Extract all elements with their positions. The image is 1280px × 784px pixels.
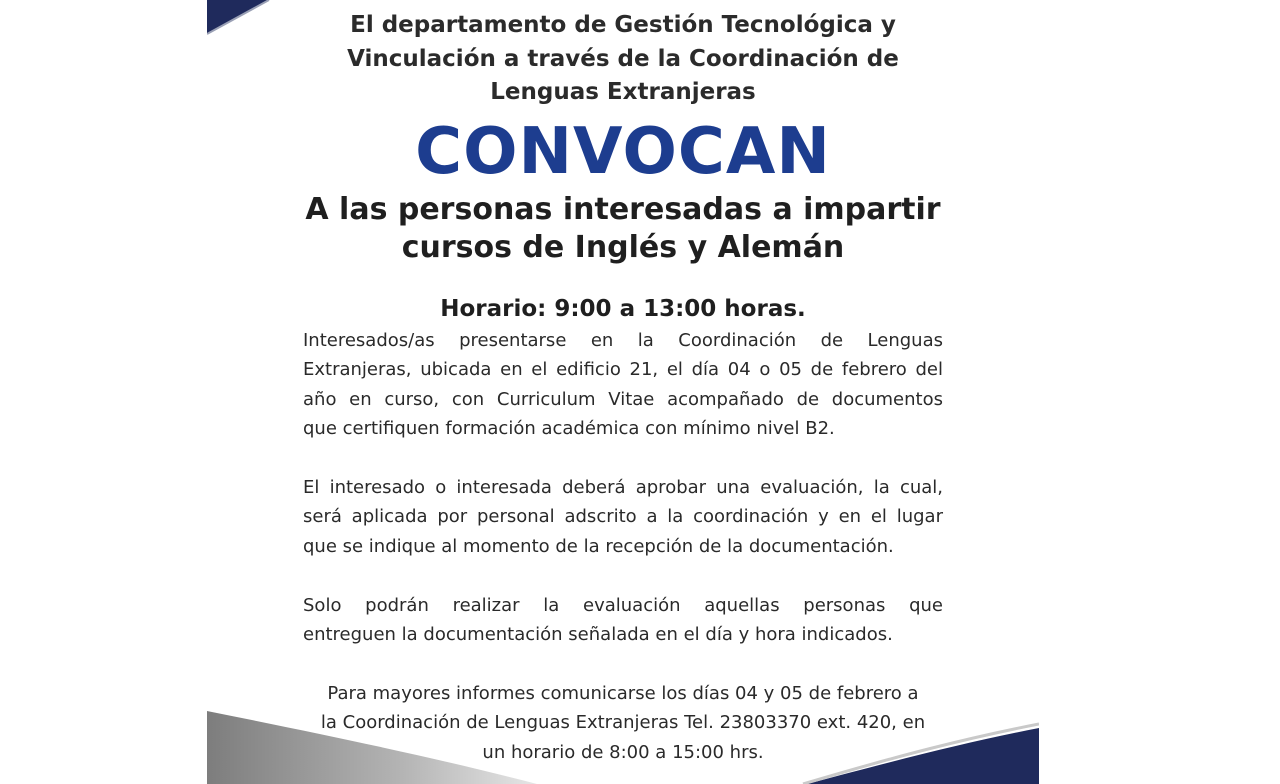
paragraph-line: Interesados/as presentarse en la Coordinación de Lenguas xyxy=(303,330,943,351)
organizer-line-2: Vinculación a través de la Coordinación de xyxy=(347,45,899,72)
main-title: CONVOCAN xyxy=(415,115,831,189)
paragraph-contact-info xyxy=(303,679,943,767)
subtitle xyxy=(207,191,1039,267)
subtitle-line-2: cursos de Inglés y Alemán xyxy=(401,230,845,265)
paragraph-line: entreguen la documentación señalada en el día y hora indicados. xyxy=(303,624,893,646)
paragraph-line: que se indique al momento de la recepción de la documentación. xyxy=(303,535,894,557)
organizer-line-3: Lenguas Extranjeras xyxy=(490,79,756,105)
paragraph-line: un horario de 8:00 a 15:00 hrs. xyxy=(482,741,764,763)
organizer-heading xyxy=(207,9,1039,110)
paragraph-requirements xyxy=(303,326,943,443)
paragraph-line: El interesado o interesada deberá aprobar una evaluación, la cual, xyxy=(303,477,943,498)
paragraph-line: la Coordinación de Lenguas Extranjeras Tel. 23803370 ext. 420, en xyxy=(320,712,926,734)
paragraph-evaluation xyxy=(303,473,943,561)
paragraph-line: Extranjeras, ubicada en el edificio 21, el día 04 o 05 de febrero del xyxy=(303,359,943,381)
organizer-line-1: El departamento de Gestión Tecnológica y xyxy=(350,12,896,38)
schedule-heading: Horario: 9:00 a 13:00 horas. xyxy=(440,296,806,322)
subtitle-line-1: A las personas interesadas a impartir xyxy=(305,192,941,227)
paragraph-eligibility xyxy=(303,591,943,650)
paragraph-line: Solo podrán realizar la evaluación aquellas personas que xyxy=(303,595,943,616)
paragraph-line: que certifiquen formación académica con mínimo nivel B2. xyxy=(303,417,835,439)
paragraph-line: será aplicada por personal adscrito a la coordinación y en el lugar xyxy=(303,506,943,528)
paragraph-line: Para mayores informes comunicarse los días 04 y 05 de febrero a xyxy=(327,683,919,704)
paragraph-line: año en curso, con Curriculum Vitae acompañado de documentos xyxy=(303,388,943,410)
announcement-poster xyxy=(207,0,1039,784)
